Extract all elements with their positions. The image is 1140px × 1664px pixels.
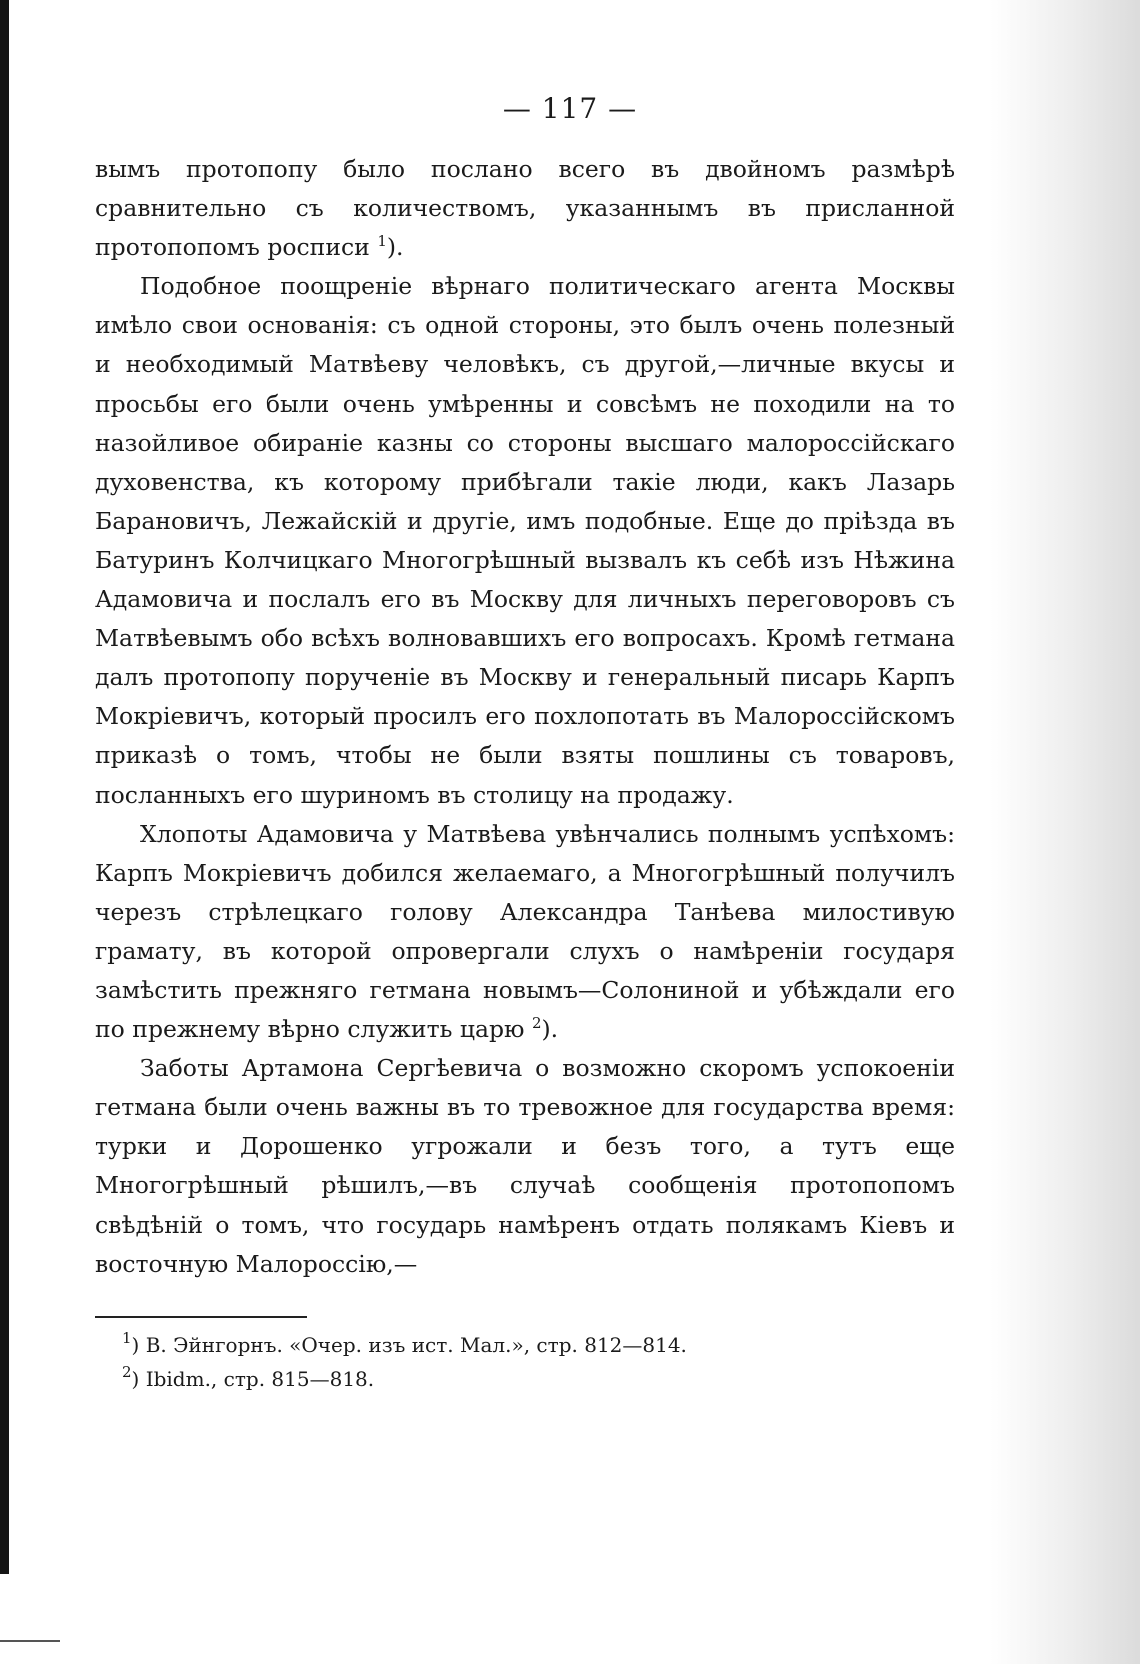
paragraph-1 <box>95 150 955 267</box>
paragraph-3 <box>95 815 955 1050</box>
paragraph-3-after: ). <box>541 1015 559 1044</box>
paragraph-3-text: Хлопоты Адамовича у Матвѣева увѣнчались полнымъ успѣхомъ: Карпъ Мокріевичъ добился желаемаго, а Многогрѣшный получилъ черезъ стрѣлецкаго голову Александра Танѣева милостивую грамату, въ которой опровергали слухъ о намѣреніи государя замѣстить прежняго гетмана новымъ—Солониной и убѣждали его по прежнему вѣрно служить царю <box>95 819 955 1044</box>
footnotes <box>122 1328 952 1396</box>
scan-right-shadow <box>990 0 1140 1664</box>
footnote-1-text: ) В. Эйнгорнъ. «Очер. изъ ист. Мал.», стр. 812—814. <box>131 1333 687 1357</box>
footnote-divider <box>95 1316 307 1318</box>
paragraph-2: Подобное поощреніе вѣрнаго политическаго агента Москвы имѣло свои основанія: съ одной стороны, это былъ очень полезный и необходимый Матвѣеву человѣкъ, съ другой,—личные вкусы и просьбы его были очень умѣренны и совсѣмъ не походили на то назойливое обираніе казны со стороны высшаго малороссійскаго духовенства, къ которому прибѣгали такіе люди, какъ Лазарь Барановичъ, Лежайскій и другіе, имъ подобные. Еще до пріѣзда въ Батуринъ Колчицкаго Многогрѣшный вызвалъ къ себѣ изъ Нѣжина Адамовича и послалъ его въ Москву для личныхъ переговоровъ съ Матвѣевымъ обо всѣхъ волновавшихъ его вопросахъ. Кромѣ гетмана далъ протопопу порученіе въ Москву и генеральный писарь Карпъ Мокріевичъ, который просилъ его похлопотать въ Малороссійскомъ приказѣ о томъ, чтобы не были взяты пошлины съ товаровъ, посланныхъ его шуриномъ въ столицу на продажу. <box>95 272 955 809</box>
page-number: — 117 — <box>502 92 638 125</box>
footnote-2-mark: 2 <box>122 1363 132 1381</box>
footnote-ref-2[interactable]: 2 <box>531 1014 542 1033</box>
paragraph-1-after: ). <box>386 233 404 262</box>
paragraph-4: Заботы Артамона Сергѣевича о возможно скоромъ успокоеніи гетмана были очень важны въ то тревожное для государства время: турки и Дорошенко угрожали и безъ того, а тутъ еще Многогрѣшный рѣшилъ,—въ случаѣ сообщенія протопопомъ свѣдѣній о томъ, что государь намѣренъ отдать полякамъ Кіевъ и восточную Малороссію,— <box>95 1054 955 1278</box>
footnote-2 <box>122 1362 952 1396</box>
footnote-1 <box>122 1328 952 1362</box>
footnote-2-text: ) Ibidm., стр. 815—818. <box>131 1367 375 1391</box>
body-text <box>95 150 955 1284</box>
footnote-1-mark: 1 <box>122 1329 132 1347</box>
paragraph-1-text: вымъ протопопу было послано всего въ двойномъ размѣрѣ сравнительно съ количествомъ, указаннымъ въ присланной протопопомъ росписи <box>95 155 955 262</box>
scan-left-edge <box>0 0 9 1574</box>
scan-bottom-mark <box>0 1640 60 1642</box>
footnote-ref-1[interactable]: 1 <box>377 232 387 251</box>
